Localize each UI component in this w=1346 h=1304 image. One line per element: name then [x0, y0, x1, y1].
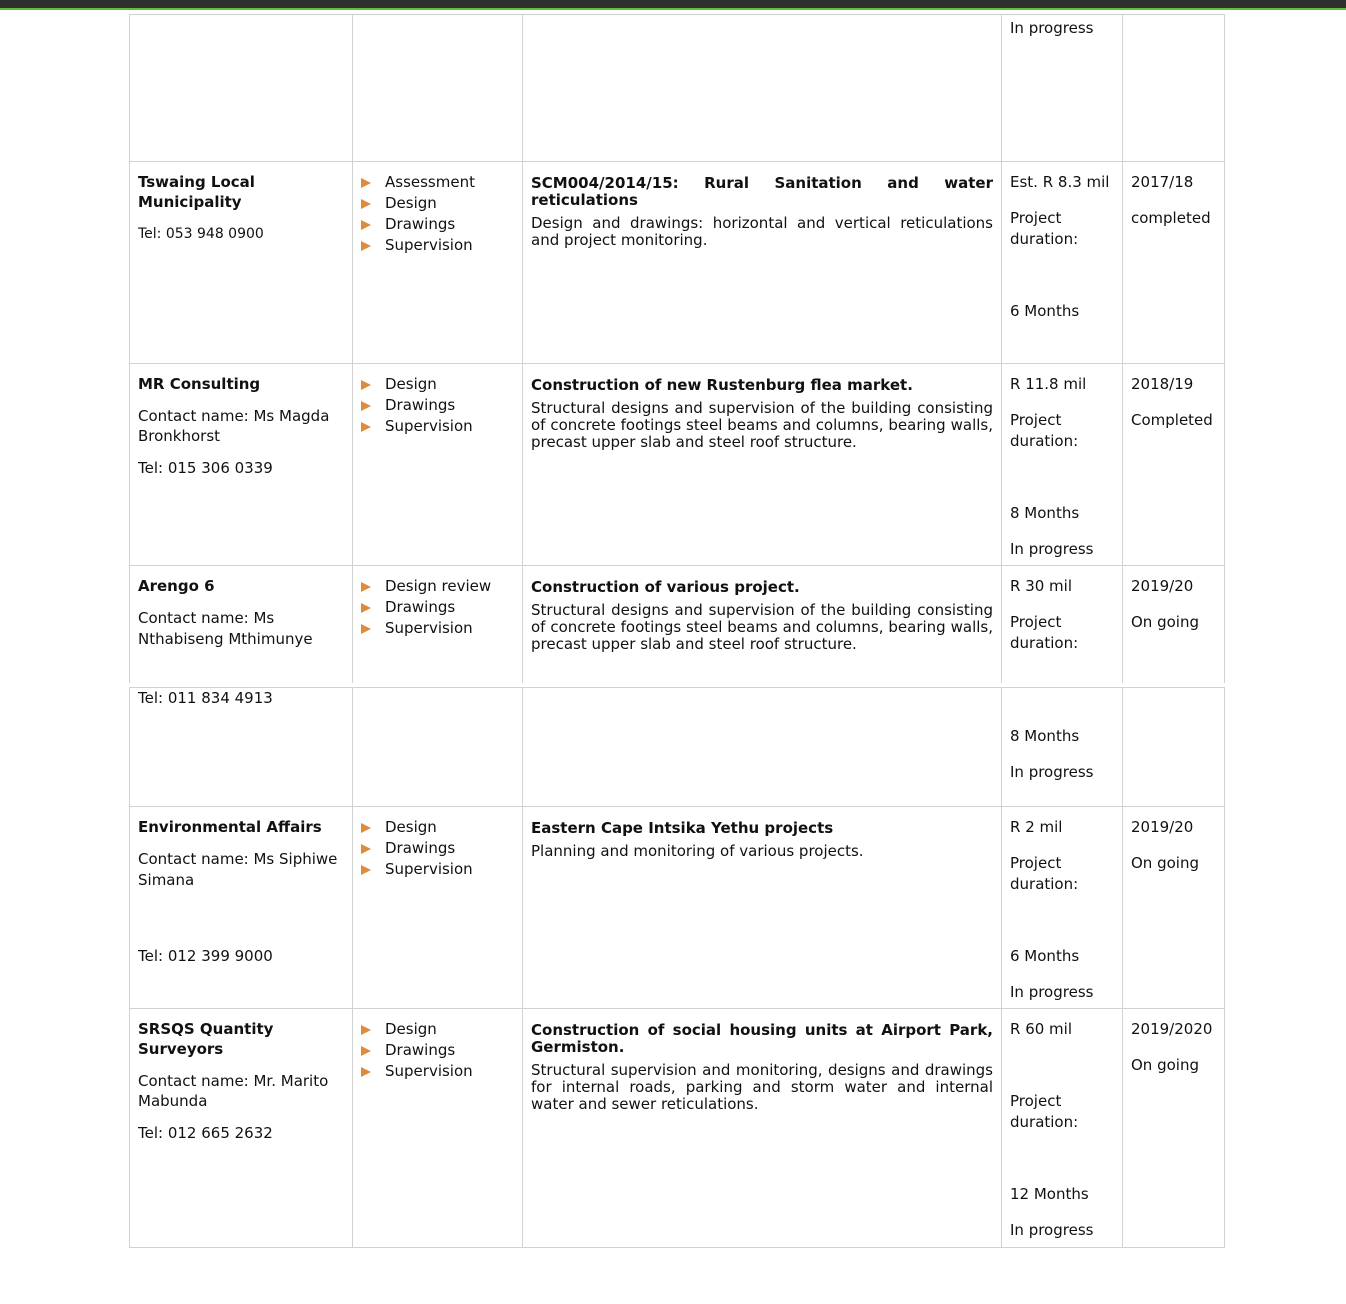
client-name: Environmental Affairs [138, 818, 322, 836]
services-cell [353, 566, 523, 683]
client-cell [130, 1009, 353, 1247]
project-value: Est. R 8.3 mil [1010, 173, 1110, 191]
project-title: Construction of various project. [531, 578, 800, 596]
client-cell [130, 364, 353, 565]
year-cell [1123, 807, 1224, 1008]
progress-status: In progress [1010, 19, 1094, 37]
triangle-right-bullet-icon [361, 582, 371, 592]
duration-label: Project duration: [1010, 854, 1079, 893]
services-cell [353, 162, 523, 363]
service-label: Drawings [385, 839, 456, 857]
project-year: 2019/20 [1131, 577, 1194, 595]
project-cell [523, 162, 1002, 363]
client-contact: Contact name: Ms Siphiwe Simana [138, 850, 338, 889]
project-description: Structural supervision and monitoring, designs and drawings for internal roads, parking and storm water and internal water and sewer reticulations. [531, 1061, 993, 1113]
year-cell [1123, 1009, 1224, 1247]
list-item [361, 214, 514, 235]
list-item [361, 416, 514, 437]
project-cell [523, 688, 1002, 806]
project-description: Structural designs and supervision of the building consisting of concrete footings steel beams and columns, bearing walls, precast upper slab and steel roof structure. [531, 399, 993, 451]
project-status: Completed [1131, 411, 1213, 429]
triangle-right-bullet-icon [361, 422, 371, 432]
year-cell [1123, 162, 1224, 363]
triangle-right-bullet-icon [361, 220, 371, 230]
triangle-right-bullet-icon [361, 1067, 371, 1077]
value-cell [1002, 1009, 1123, 1247]
triangle-right-bullet-icon [361, 844, 371, 854]
projects-table-part-1 [129, 14, 1225, 683]
services-cell [353, 364, 523, 565]
service-label: Drawings [385, 215, 456, 233]
triangle-right-bullet-icon [361, 1025, 371, 1035]
project-year: 2019/20 [1131, 818, 1194, 836]
client-cell [130, 162, 353, 363]
project-value: R 11.8 mil [1010, 375, 1087, 393]
value-cell [1002, 688, 1123, 806]
services-cell [353, 15, 523, 161]
client-name: Tswaing Local Municipality [138, 173, 255, 211]
project-title: Construction of social housing units at Airport Park, Germiston. [531, 1021, 993, 1056]
services-cell [353, 807, 523, 1008]
value-cell [1002, 566, 1123, 683]
client-tel: Tel: 053 948 0900 [138, 226, 264, 242]
client-contact: Contact name: Mr. Marito Mabunda [138, 1072, 329, 1110]
page-top-bar [0, 0, 1346, 10]
service-label: Design [385, 1020, 437, 1038]
triangle-right-bullet-icon [361, 380, 371, 390]
list-item [361, 1061, 514, 1082]
service-label: Supervision [385, 236, 473, 254]
year-cell [1123, 566, 1224, 683]
project-title: SCM004/2014/15: Rural Sanitation and water reticulations [531, 174, 993, 209]
duration-label: Project duration: [1010, 1092, 1079, 1131]
triangle-right-bullet-icon [361, 624, 371, 634]
table-row [129, 162, 1225, 364]
project-description: Structural designs and supervision of the building consisting of concrete footings steel beams and columns, bearing walls, precast upper slab and steel roof structure. [531, 601, 993, 653]
services-list [361, 1019, 514, 1082]
list-item [361, 1019, 514, 1040]
client-cell [130, 688, 353, 806]
service-label: Drawings [385, 598, 456, 616]
client-tel: Tel: 015 306 0339 [138, 459, 273, 477]
triangle-right-bullet-icon [361, 865, 371, 875]
client-tel: Tel: 011 834 4913 [138, 689, 273, 707]
list-item [361, 374, 514, 395]
list-item [361, 618, 514, 639]
client-cell [130, 15, 353, 161]
value-cell [1002, 807, 1123, 1008]
client-cell [130, 566, 353, 683]
service-label: Design review [385, 577, 492, 595]
list-item [361, 838, 514, 859]
project-description: Design and drawings: horizontal and vertical reticulations and project monitoring. [531, 214, 993, 249]
project-cell [523, 807, 1002, 1008]
value-cell [1002, 162, 1123, 363]
client-name: SRSQS Quantity Surveyors [138, 1020, 274, 1058]
duration-label: Project duration: [1010, 613, 1079, 652]
triangle-right-bullet-icon [361, 199, 371, 209]
services-list [361, 817, 514, 880]
list-item [361, 1040, 514, 1061]
client-contact: Contact name: Ms Magda Bronkhorst [138, 407, 330, 445]
service-label: Supervision [385, 417, 473, 435]
project-description: Planning and monitoring of various projects. [531, 842, 864, 860]
project-value: R 60 mil [1010, 1020, 1072, 1038]
project-year: 2019/2020 [1131, 1020, 1213, 1038]
progress-status: In progress [1010, 983, 1094, 1001]
project-value: R 2 mil [1010, 818, 1063, 836]
project-duration: 12 Months [1010, 1185, 1089, 1203]
project-status: On going [1131, 854, 1199, 872]
list-item [361, 859, 514, 880]
client-name: MR Consulting [138, 375, 261, 393]
services-list [361, 576, 514, 639]
table-row [129, 14, 1225, 162]
year-cell [1123, 688, 1224, 806]
project-status: On going [1131, 1056, 1199, 1074]
project-title: Construction of new Rustenburg flea market. [531, 376, 913, 394]
project-duration: 8 Months [1010, 727, 1080, 745]
services-cell [353, 1009, 523, 1247]
projects-table-part-2 [129, 687, 1225, 1248]
project-year: 2017/18 [1131, 173, 1194, 191]
client-cell [130, 807, 353, 1008]
triangle-right-bullet-icon [361, 823, 371, 833]
service-label: Design [385, 375, 437, 393]
client-tel: Tel: 012 665 2632 [138, 1124, 273, 1142]
project-status: On going [1131, 613, 1199, 631]
project-value: R 30 mil [1010, 577, 1072, 595]
list-item [361, 597, 514, 618]
project-duration: 6 Months [1010, 302, 1080, 320]
year-cell [1123, 364, 1224, 565]
project-duration: 6 Months [1010, 947, 1080, 965]
list-item [361, 576, 514, 597]
service-label: Supervision [385, 1062, 473, 1080]
duration-label: Project duration: [1010, 209, 1079, 248]
triangle-right-bullet-icon [361, 401, 371, 411]
project-year: 2018/19 [1131, 375, 1194, 393]
triangle-right-bullet-icon [361, 241, 371, 251]
table-row [129, 687, 1225, 807]
project-status: completed [1131, 209, 1211, 227]
value-cell [1002, 364, 1123, 565]
service-label: Drawings [385, 1041, 456, 1059]
table-row [129, 1009, 1225, 1248]
client-contact: Contact name: Ms Nthabiseng Mthimunye [138, 609, 313, 648]
list-item [361, 172, 514, 193]
list-item [361, 395, 514, 416]
progress-status: In progress [1010, 540, 1094, 558]
service-label: Supervision [385, 860, 473, 878]
year-cell [1123, 15, 1224, 161]
progress-status: In progress [1010, 763, 1094, 781]
project-duration: 8 Months [1010, 504, 1080, 522]
services-cell [353, 688, 523, 806]
triangle-right-bullet-icon [361, 603, 371, 613]
table-row [129, 807, 1225, 1009]
triangle-right-bullet-icon [361, 178, 371, 188]
service-label: Design [385, 194, 437, 212]
progress-status: In progress [1010, 1221, 1094, 1239]
service-label: Assessment [385, 173, 475, 191]
project-cell [523, 566, 1002, 683]
project-cell [523, 1009, 1002, 1247]
list-item [361, 193, 514, 214]
list-item [361, 817, 514, 838]
list-item [361, 235, 514, 256]
value-cell [1002, 15, 1123, 161]
triangle-right-bullet-icon [361, 1046, 371, 1056]
client-tel: Tel: 012 399 9000 [138, 947, 273, 965]
project-title: Eastern Cape Intsika Yethu projects [531, 819, 834, 837]
service-label: Drawings [385, 396, 456, 414]
client-name: Arengo 6 [138, 577, 215, 595]
project-cell [523, 364, 1002, 565]
duration-label: Project duration: [1010, 411, 1079, 450]
table-row [129, 566, 1225, 683]
project-cell [523, 15, 1002, 161]
table-row [129, 364, 1225, 566]
services-list [361, 172, 514, 256]
services-list [361, 374, 514, 437]
service-label: Supervision [385, 619, 473, 637]
service-label: Design [385, 818, 437, 836]
